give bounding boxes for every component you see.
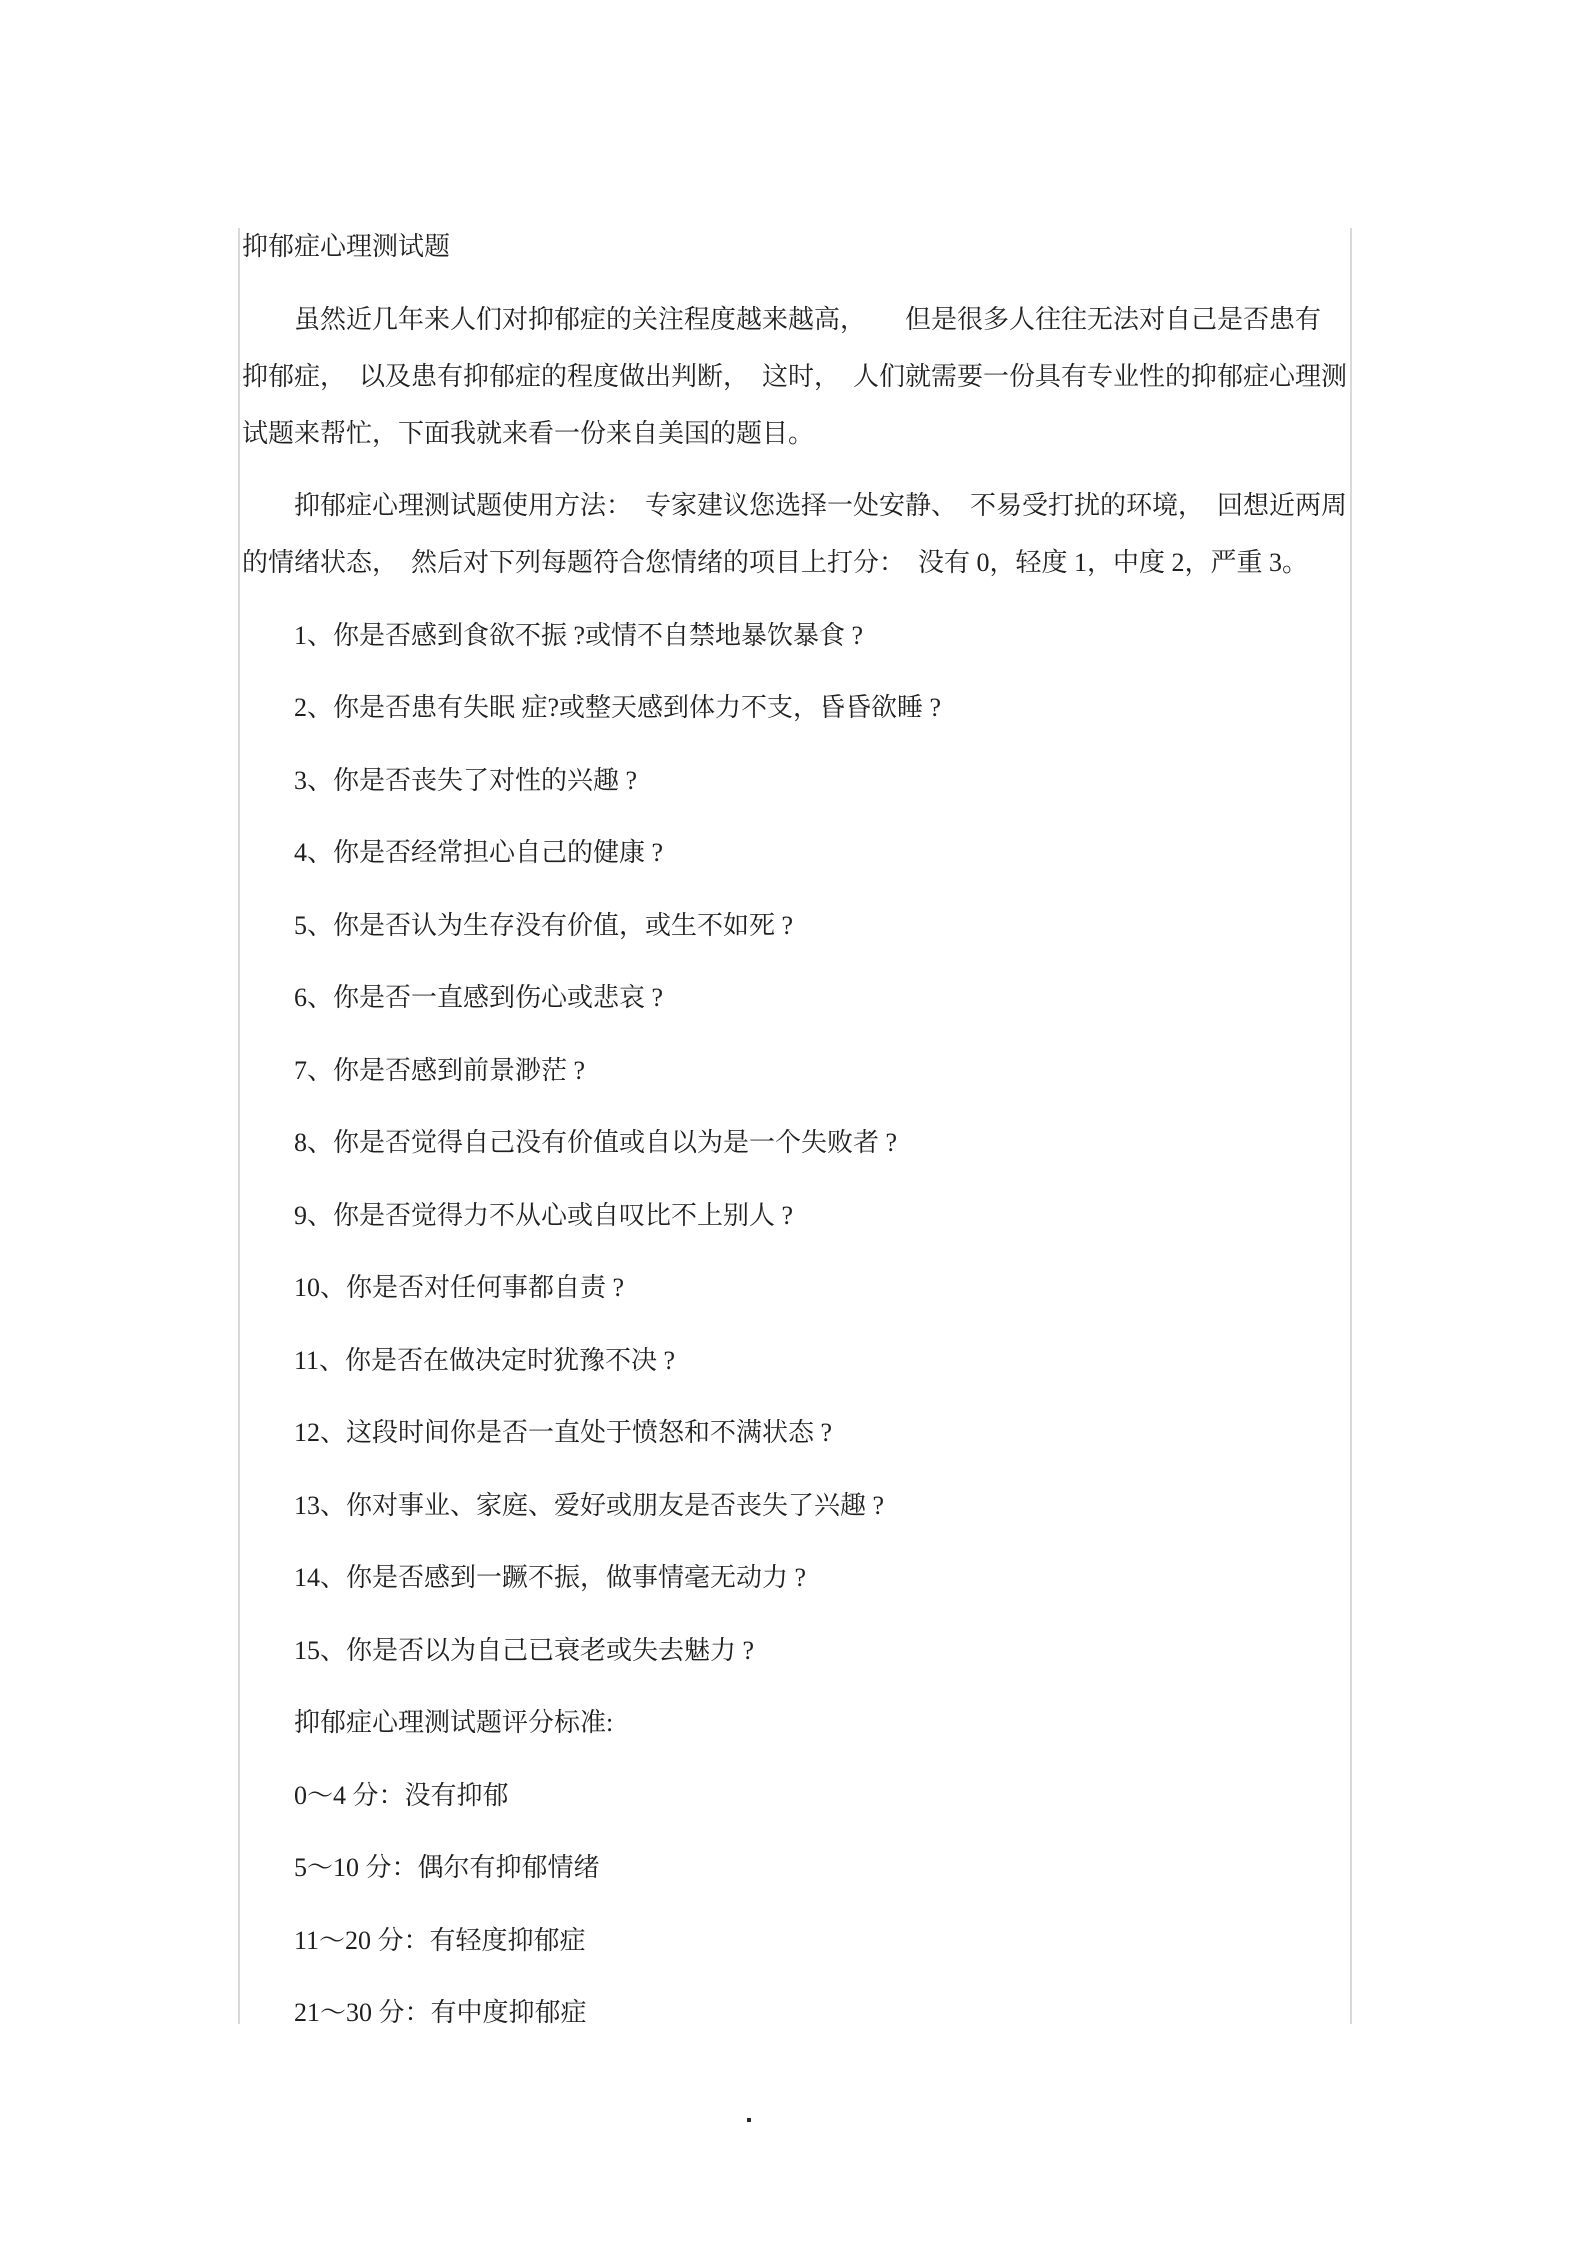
question-5 — [242, 897, 1367, 954]
question-6-line-1: 6、你是否一直感到伤心或悲哀 ? — [294, 983, 664, 1012]
intro-paragraph-line-2: 抑郁症， 以及患有抑郁症的程度做出判断， 这时， 人们就需要一份具有专业性的抑郁症心理测 — [242, 361, 1348, 391]
question-8 — [242, 1114, 1367, 1171]
score-range-0-4 — [242, 1767, 1367, 1824]
question-7 — [242, 1042, 1367, 1099]
question-13-line-1: 13、你对事业、家庭、爱好或朋友是否丧失了兴趣 ? — [294, 1490, 885, 1520]
score-range-11-20-line-1: 11～20 分：有轻度抑郁症 — [294, 1925, 586, 1955]
question-1 — [242, 607, 1367, 664]
text-boundary-line-left — [238, 228, 240, 2024]
question-7-line-1: 7、你是否感到前景渺茫 ? — [294, 1055, 586, 1085]
instructions-paragraph-line-1: 抑郁症心理测试题使用方法： 专家建议您选择一处安静、 不易受打扰的环境， 回想近两周 — [294, 491, 1348, 520]
text-area — [242, 218, 1367, 2041]
question-4 — [242, 824, 1367, 881]
question-12 — [242, 1404, 1367, 1461]
question-2 — [242, 679, 1367, 736]
doc-title-line-1: 抑郁症心理测试题 — [242, 232, 451, 261]
question-5-line-1: 5、你是否认为生存没有价值，或生不如死 ? — [294, 910, 794, 940]
intro-paragraph — [242, 291, 1367, 462]
question-9-line-1: 9、你是否觉得力不从心或自叹比不上别人 ? — [294, 1200, 794, 1230]
question-15 — [242, 1622, 1367, 1679]
score-range-0-4-line-1: 0～4 分：没有抑郁 — [294, 1780, 509, 1810]
instructions-paragraph — [242, 477, 1367, 591]
question-14-line-1: 14、你是否感到一蹶不振，做事情毫无动力 ? — [294, 1563, 807, 1592]
score-range-5-10-line-1: 5～10 分：偶尔有抑郁情绪 — [294, 1853, 600, 1882]
question-8-line-1: 8、你是否觉得自己没有价值或自以为是一个失败者 ? — [294, 1128, 898, 1157]
question-10-line-1: 10、你是否对任何事都自责 ? — [294, 1273, 625, 1302]
score-range-21-30-line-1: 21～30 分：有中度抑郁症 — [294, 1998, 587, 2027]
question-15-line-1: 15、你是否以为自己已衰老或失去魅力 ? — [294, 1635, 755, 1665]
instructions-paragraph-line-2: 的情绪状态， 然后对下列每题符合您情绪的项目上打分： 没有 0，轻度 1，中度 2，严重 3。 — [242, 548, 1309, 577]
question-1-line-1: 1、你是否感到食欲不振 ?或情不自禁地暴饮暴食 ? — [294, 620, 864, 650]
question-6 — [242, 969, 1367, 1026]
scoring-header-line-1: 抑郁症心理测试题评分标准: — [294, 1708, 614, 1737]
question-3-line-1: 3、你是否丧失了对性的兴趣 ? — [294, 765, 638, 795]
question-10 — [242, 1259, 1367, 1316]
question-3 — [242, 752, 1367, 809]
question-12-line-1: 12、这段时间你是否一直处于愤怒和不满状态 ? — [294, 1418, 833, 1447]
question-11 — [242, 1332, 1367, 1389]
question-2-line-1: 2、你是否患有失眠 症?或整天感到体力不支，昏昏欲睡 ? — [294, 693, 942, 722]
intro-paragraph-line-3: 试题来帮忙，下面我就来看一份来自美国的题目。 — [242, 418, 815, 448]
question-11-line-1: 11、你是否在做决定时犹豫不决 ? — [294, 1345, 676, 1375]
stray-period-dot — [747, 2118, 751, 2122]
doc-title — [242, 218, 1367, 275]
question-9 — [242, 1187, 1367, 1244]
question-14 — [242, 1549, 1367, 1606]
question-4-line-1: 4、你是否经常担心自己的健康 ? — [294, 838, 664, 867]
score-range-11-20 — [242, 1912, 1367, 1969]
scoring-header — [242, 1694, 1367, 1751]
score-range-5-10 — [242, 1839, 1367, 1896]
score-range-21-30 — [242, 1984, 1367, 2041]
question-13 — [242, 1477, 1367, 1534]
intro-paragraph-line-1: 虽然近几年来人们对抑郁症的关注程度越来越高， 但是很多人往往无法对自己是否患有 — [294, 304, 1322, 334]
